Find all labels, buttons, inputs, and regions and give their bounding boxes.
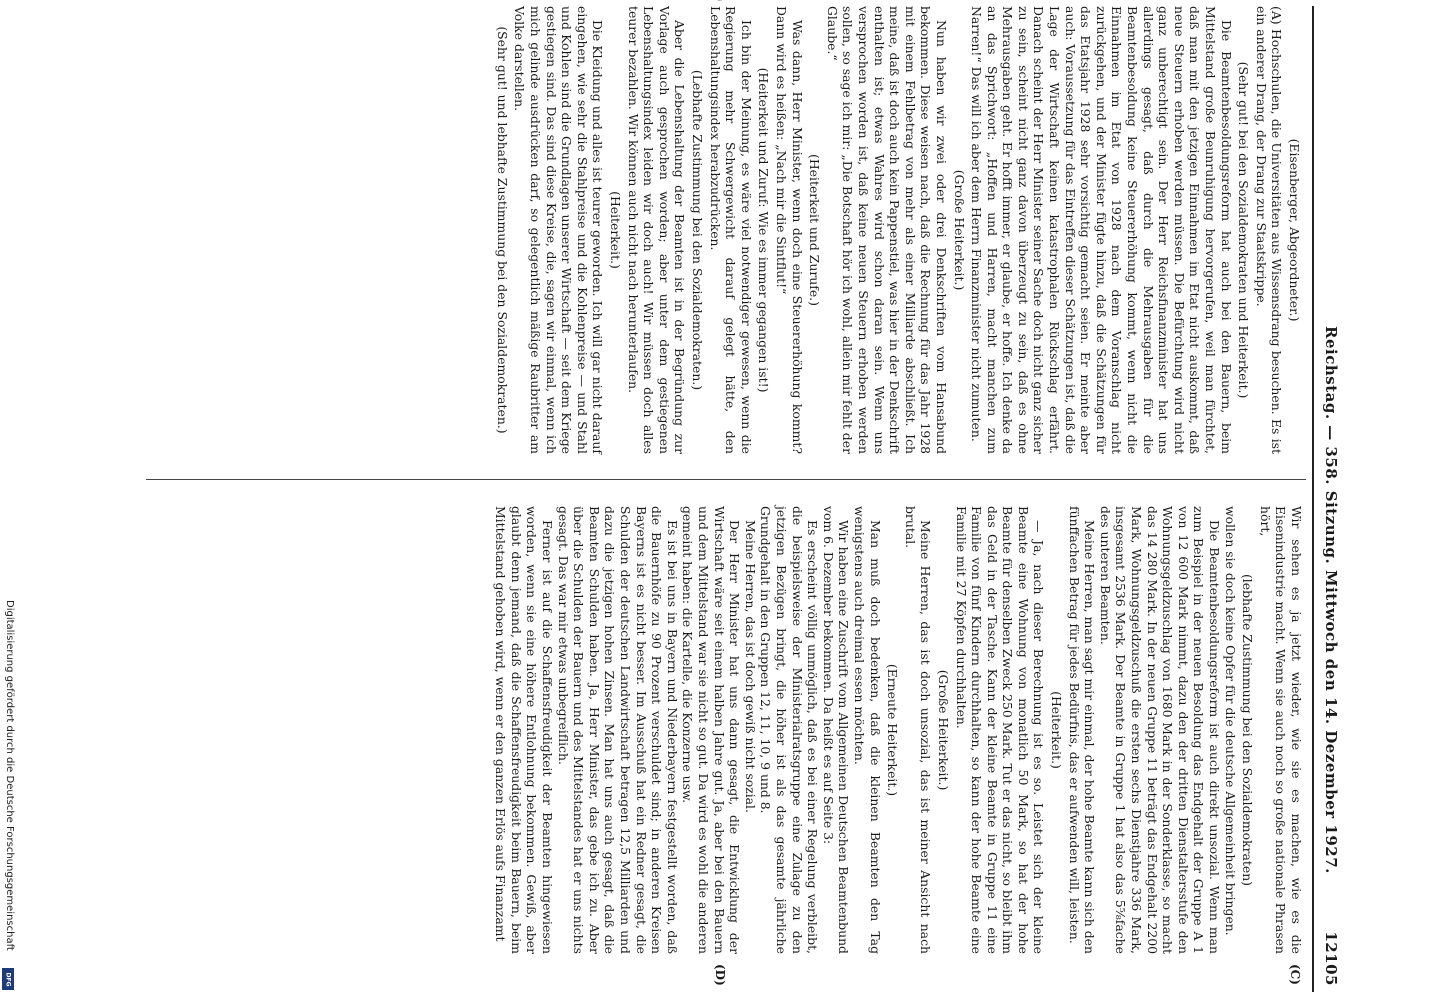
paragraph: (A) Hochschulen, die Universitäten aus Wissensdrang besuchen. Es ist ein anderer Drang, der Drang zur Staatskrippe. (1253, 6, 1285, 454)
paragraph: Aber die Lebenshaltung der Beamten ist in der Begründung zur Vorlage auch gesprochen worden; aber unter dem gestiegenen Lebenshaltungsindex leiden wir doch auch! Wir müssen doch alles teurer bezahlen. Wir können auch nicht nach herunterlaufen. (625, 6, 688, 454)
interjection: (lebhafte Zustimmung bei den Sozialdemokraten) (1240, 573, 1256, 887)
dfg-logo-text: DFG (4, 972, 12, 987)
interjection: (Heiterkeit.) (1049, 691, 1065, 769)
interjection: (Lebhafte Zustimmung bei den Sozialdemokraten.) (690, 69, 706, 391)
dfg-logo-icon (2, 968, 14, 990)
interjection: (Sehr gut! bei den Sozialdemokraten und Heiterkeit.) (1236, 61, 1252, 399)
paragraph: Die Kleidung und alles ist teurer geworden. Ich will gar nicht darauf eingehen, wie sehr die Stahlpreise und die Kohlenpreise — und Stahl und Kohlen sind die Grundlagen unserer Wirtschaft — seit dem Kriege gestiegen sind. Das sind diese Kreise, die, sagen wir einmal, wenn ich mich gelinde ausdrücken darf, so gelegentlich mäßige Raubritter am Volke darstellen. (512, 6, 606, 454)
interjection: (Heiterkeit und Zurufe.) (807, 154, 823, 306)
paragraph: Wir sehen es ja jetzt wieder, wie sie es machen, wie es die Eisenindustrie macht. Wenn sie auch noch so große nationale Phrasen hört, (1257, 506, 1304, 954)
margin-letter-c: (C) (1288, 964, 1302, 985)
page-header (1318, 6, 1342, 992)
interjection: (Erneute Heiterkeit.) (885, 663, 901, 797)
paragraph: Wir haben eine Zuschrift vom Allgemeinen Deutschen Beamtenbund vom 6. Dezember bekommen. Da heißt es auf Seite 3: (820, 506, 852, 954)
quotation: Es erscheint völlig unmöglich, daß es bei einer Regelung verbleibt, die beispielsweise der Ministerialratsgruppe eine Zulage zu den jetzigen Bezügen bringt, die höher ist als das gesamte jährliche Grundgehalt in den Gruppen 12, 11, 10, 9 und 8. (758, 506, 821, 954)
digitization-note-text: Digitalisierung gefördert durch die Deutsche Forschungsgemeinschaft (4, 600, 15, 951)
paragraph: Man muß doch bedenken, daß die kleinen Beamten den Tag wenigstens auch dreimal essen möchten. (851, 506, 883, 954)
speaker-line: (Eisenberger, Abgeordneter.) (1287, 138, 1302, 322)
interjection: (Sehr gut! und lebhafte Zustimmung bei den Sozialdemokraten.) (494, 26, 510, 434)
paragraph: Meine Herren, das ist doch unsozial, das ist meiner Ansicht nach brutal. (902, 506, 934, 954)
interjection: (Große Heiterkeit.) (951, 169, 967, 291)
paragraph: wollen sie doch keine Opfer für die deutsche Allgemeinheit bringen. (1222, 506, 1238, 936)
paragraph: Die Beamtenbesoldungsreform hat auch bei den Bauern, beim Mittelstand große Beunruhigung hervorgerufen, weil man fürchtet, daß man mit den jetzigen Einnahmen im Etat nicht auskommt, daß neue Steuern erhoben werden müssen. Die Befürchtung wird nicht ganz unberechtigt sein. Der Herr Reichsfinanzminister hat uns allerdings gesagt, daß durch die Mehrausgaben für die Beamtenbesoldung keine Steuererhöhung kommt, wenn nicht die Einnahmen im Etat von 1928 nach dem Voranschlag nicht zurückgehen, und der Minister fügte hinzu, daß die Schätzungen für das Etatsjahr 1928 sehr vorsichtig gemacht seien. Er meinte aber auch: Voraussetzung für das Eintreffen dieser Schätzungen ist, daß die Lage der Wirtschaft keinen katastrophalen Rückschlag erfährt. Danach scheint der Herr Minister seiner Sache doch nicht ganz sicher zu sein, scheint nicht ganz davon überzeugt zu sein, daß es ohne Mehrausgaben geht. Er hofft immer, er glaube, er hoffe. Ich denke da an das Sprichwort: „Hoffen und Harren, macht manchen zum Narren!“ Das will ich aber dem Herrn Finanzminister nicht zumuten. (969, 6, 1234, 454)
right-column (493, 506, 1304, 954)
digitization-note (1, 600, 15, 990)
header-rule (1312, 6, 1314, 992)
paragraph: Was dann, Herr Minister, wenn doch eine Steuererhöhung kommt? Dann wird es heißen: „Nach mir die Sintflut!“ (774, 6, 805, 454)
column-divider (146, 479, 1306, 480)
left-column (492, 6, 1304, 454)
paragraph: Meine Herren, man sagt mir einmal, der hohe Beamte kann sich den fünffachen Betrag für jedes Bedürfnis, das er aufwenden will, leisten. (1066, 506, 1098, 954)
header-title: Reichstag. — 358. Sitzung. Mittwoch den 14. Dezember 1927. (1322, 326, 1340, 874)
printed-page (102, 6, 1342, 992)
paragraph: Nun haben wir zwei oder drei Denkschriften vom Hansabund bekommen. Diese weisen nach, daß die Rechnung für das Jahr 1928 mit einem Fehlbetrag von mehr als einer Milliarde abschließt. Ich meine, daß ist doch auch kein Pappenstiel, was hier in der Denkschrift enthalten ist; etwas Wahres wird schon daran sein. Wenn uns versprochen worden ist, daß keine neuen Steuern erhoben werden sollen, so sage ich mir: „Die Botschaft hör ich wohl, allein mir fehlt der Glaube.“ (824, 6, 949, 454)
paragraph: Ferner ist auf die Schaffensfreudigkeit der Beamten hingewiesen worden, wenn sie eine höhere Entlohnung bekommen. Gewiß, aber glaubt denn jemand, daß die Schaffensfreudigkeit beim Bauern, beim Mittelstand gehoben wird, wenn er den ganzen Erlös aufs Finanzamt (493, 506, 556, 954)
paragraph: Die Beamtenbesoldungsreform ist auch direkt unsozial. Wenn man zum Beispiel in der neuen Besoldung das Endgehalt der Gruppe A 1 von 12 600 Mark nimmt, dazu den der dritten Dienstaltersstufe den Wohnungsgeldzuschlag von 1680 Mark in der Sonderklasse, so macht das 14 280 Mark. In der neuen Gruppe 11 beträgt das Endgehalt 2200 Mark, Wohnungsgeldzuschuß die ersten sechs Dienstjahre 336 Mark, insgesamt 2536 Mark. Der Beamte in Gruppe 1 hat also das 5⅝fache des unteren Beamten. (1097, 506, 1223, 954)
paragraph: — Ja, nach dieser Berechnung ist es so. Leistet sich der kleine Beamte eine Wohnung von monatlich 50 Mark, so hat der hohe Beamte für denselben Zweck 250 Mark. Tut er das nicht, so bleibt ihm das Geld in der Tasche. Kann der kleine Beamte in Gruppe 11 eine Familie von fünf Kindern durchhalten, so kann der hohe Beamte eine Familie mit 27 Köpfen durchhalten. (953, 506, 1047, 954)
paragraph: Der Herr Minister hat uns dann gesagt, die Entwicklung der Wirtschaft wäre seit einem halben Jahre gut. Ja, aber bei den Bauern und dem Mittelstand war sie nicht so gut. Da wird es wohl die anderen gemeint haben: die Kartelle, die Konzerne usw. (680, 506, 743, 954)
interjection: (Heiterkeit.) (608, 191, 624, 269)
paragraph: Meine Herren, das ist doch gewiß nicht sozial. (742, 520, 758, 813)
interjection: (Große Heiterkeit.) (935, 669, 951, 791)
margin-letter-a (1288, 0, 1302, 1)
interjection: (Heiterkeit und Zuruf: Wie es immer gegangen ist!) (756, 67, 772, 393)
margin-letter-d: (D) (713, 964, 727, 986)
page-number: 12105 (1322, 931, 1340, 986)
paragraph: Es ist bei uns in Bayern und Niederbayern festgestellt worden, daß die Bauernhöfe zu 90 Prozent verschuldet sind; in anderen Kreisen Bayerns ist es nicht besser. Im Ausschuß hat ein Redner gesagt, die Schulden der deutschen Landwirtschaft betragen 12,5 Milliarden und dazu die jetzigen hohen Zinsen. Man hat uns auch gesagt, daß die Beamten Schulden haben. Ja, Herr Minister, das gebe ich zu. Aber über die Schulden der Bauern und des Mittelstandes hat er uns nichts gesagt. Das war mir etwas unbegreiflich. (555, 506, 680, 954)
paragraph: Ich bin der Meinung, es wäre viel notwendiger gewesen, wenn die Regierung mehr Schwergewicht darauf gelegt hätte, den Lebenshaltungsindex herabzudrücken. (707, 6, 754, 454)
margin-letter-b (713, 0, 727, 2)
